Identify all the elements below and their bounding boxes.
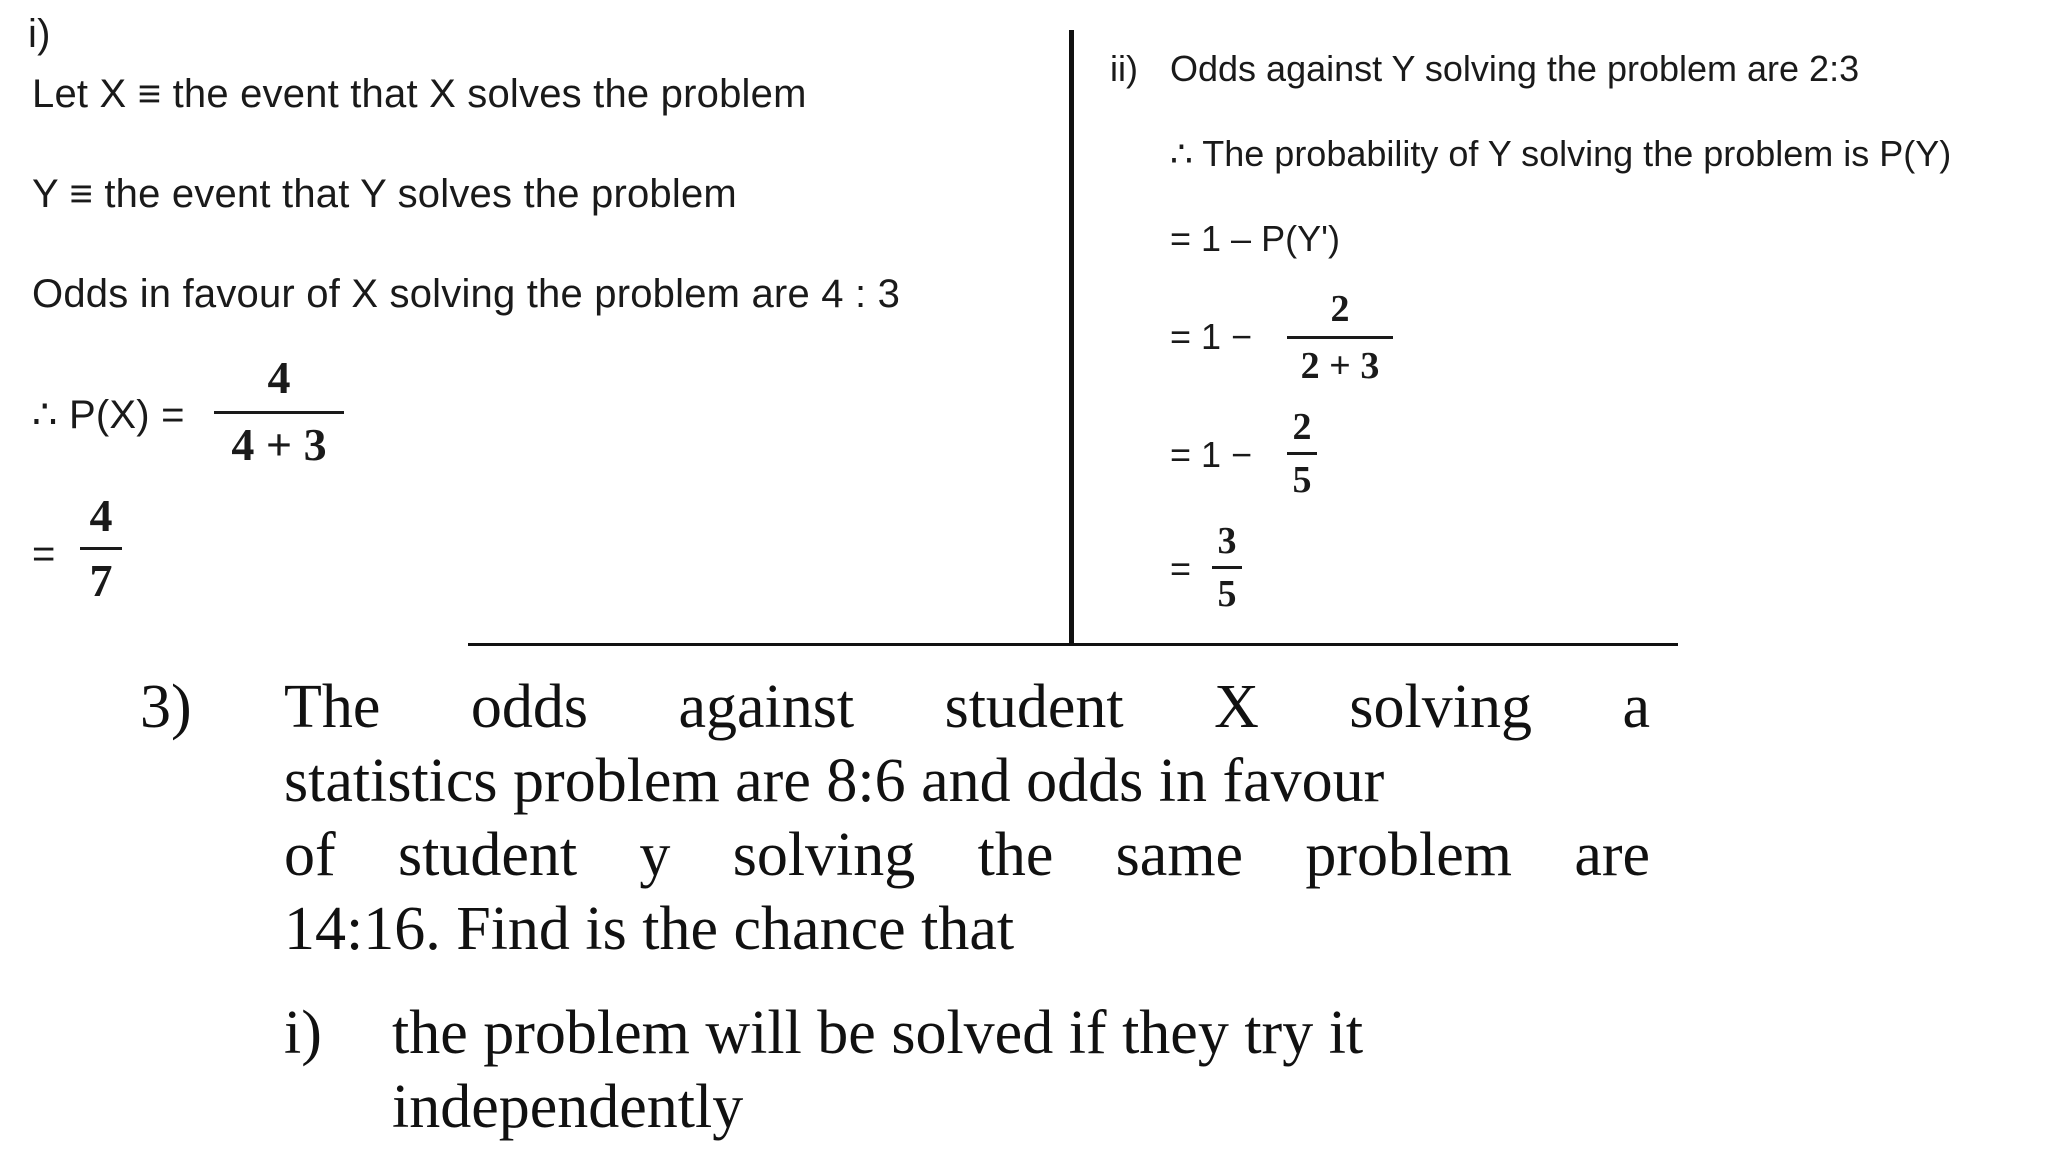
step1-prefix: = 1 − xyxy=(1170,316,1253,357)
question-line-3 xyxy=(284,820,1650,891)
result-numerator: 4 xyxy=(89,490,113,541)
step2-denominator: 5 xyxy=(1292,459,1312,501)
step1-denominator: 2 + 3 xyxy=(1300,345,1380,387)
step3-prefix: = xyxy=(1170,548,1192,589)
step1-numerator: 2 xyxy=(1330,288,1350,330)
question-word: The xyxy=(284,673,381,741)
definition-y: Y ≡ the event that Y solves the problem xyxy=(32,172,737,216)
odds-x-statement: Odds in favour of X solving the problem are 4 : 3 xyxy=(32,272,901,316)
question-word: same xyxy=(1115,821,1244,889)
fraction-bar xyxy=(1287,452,1317,455)
step3-fraction xyxy=(1212,522,1242,613)
question-word: the xyxy=(977,821,1054,889)
part-ii-label: ii) xyxy=(1110,48,1138,89)
question-word: problem xyxy=(1305,821,1512,889)
step2-fraction xyxy=(1287,408,1317,499)
odds-y-statement: Odds against Y solving the problem are 2:3 xyxy=(1170,48,1860,89)
question-word: student xyxy=(397,821,578,889)
sub-question-label: i) xyxy=(284,999,322,1067)
question-word: are xyxy=(1574,821,1650,889)
step3-numerator: 3 xyxy=(1217,520,1237,562)
part-i-label: i) xyxy=(28,12,51,56)
definition-x: Let X ≡ the event that X solves the problem xyxy=(32,72,807,116)
question-line-1 xyxy=(284,672,1650,743)
px-fraction xyxy=(214,352,344,470)
probability-y-statement: ∴ The probability of Y solving the problem is P(Y) xyxy=(1170,133,1952,174)
step2-numerator: 2 xyxy=(1292,406,1312,448)
equals-sign: = xyxy=(32,532,56,576)
fraction-bar xyxy=(1287,336,1393,339)
question-line-4: 14:16. Find is the chance that xyxy=(284,895,1015,963)
fraction-bar xyxy=(80,547,122,550)
question-word: student xyxy=(944,673,1124,741)
px-numerator: 4 xyxy=(267,352,291,403)
question-line-2: statistics problem are 8:6 and odds in favour xyxy=(284,747,1385,815)
complement-step: = 1 – P(Y') xyxy=(1170,218,1340,259)
step3-denominator: 5 xyxy=(1217,573,1237,615)
vertical-divider xyxy=(1069,30,1074,646)
question-number: 3) xyxy=(140,673,192,741)
fraction-bar xyxy=(214,411,344,414)
question-word: y xyxy=(639,821,671,889)
sub-question-line-2: independently xyxy=(392,1073,744,1141)
px-label: ∴ P(X) = xyxy=(32,393,185,437)
px-denominator: 4 + 3 xyxy=(231,419,327,470)
question-word: odds xyxy=(470,673,588,741)
fraction-bar xyxy=(1212,566,1242,569)
px-result-fraction xyxy=(80,490,122,606)
question-word: solving xyxy=(1349,673,1532,741)
result-denominator: 7 xyxy=(89,555,113,606)
question-word: of xyxy=(284,821,336,889)
step2-prefix: = 1 − xyxy=(1170,434,1253,475)
horizontal-divider xyxy=(468,643,1678,646)
step1-fraction xyxy=(1287,290,1393,385)
question-word: against xyxy=(678,673,855,741)
question-word: solving xyxy=(732,821,916,889)
sub-question-line-1: the problem will be solved if they try it xyxy=(392,999,1364,1067)
question-word: a xyxy=(1622,673,1650,741)
question-word: X xyxy=(1214,673,1259,741)
